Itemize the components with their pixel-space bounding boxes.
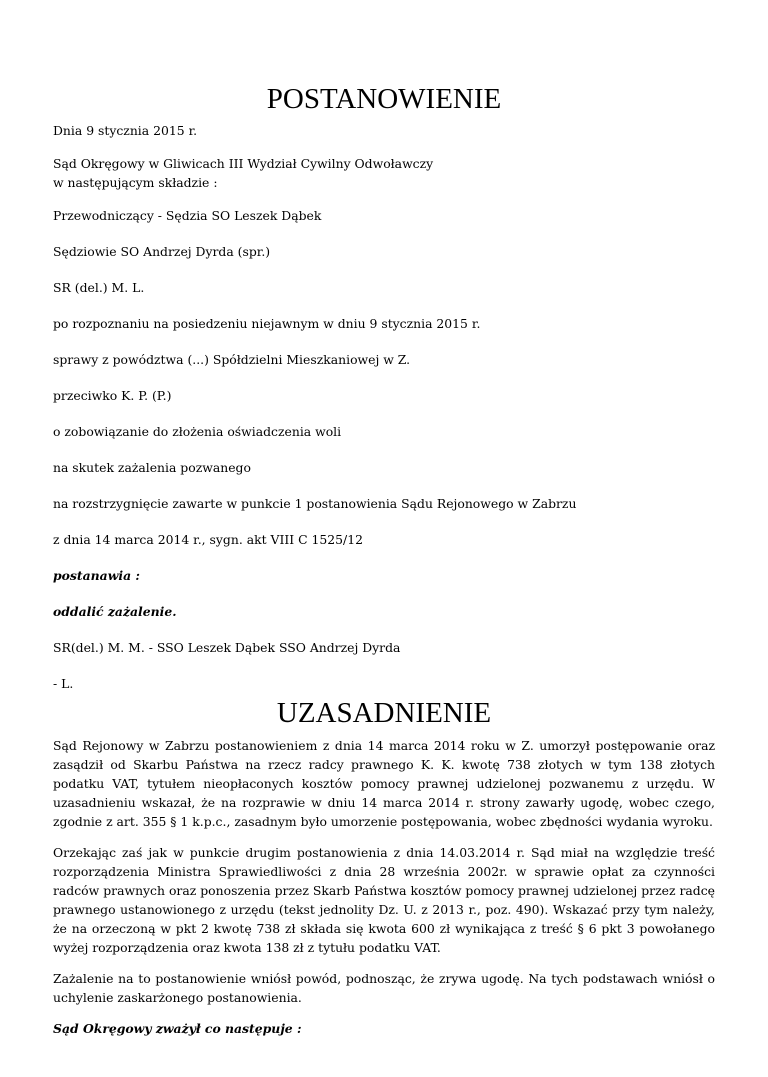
presiding-judge: Przewodniczący - Sędzia SO Leszek Dąbek [53, 208, 322, 223]
justification-paragraph-1: Sąd Rejonowy w Zabrzu postanowieniem z dnia 14 marca 2014 roku w Z. umorzył postępowanie oraz zasądził od Skarbu Państwa na rzecz radcy prawnego K. K. kwotę 738 złotych w tym 138 złotych podatku VAT, tytułem nieopłaconych kosztów pomocy prawnej udzielonej pozwanemu z urzędu. W uzasadnieniu wskazał, że na rozprawie w dniu 14 marca 2014 r. strony zawarły ugodę, wobec czego, zgodnie z art. 355 § 1 k.p.c., zasadnym było umorzenie postępowania, wobec zbędności wydania wyroku. [53, 738, 715, 829]
postanawia-heading: postanawia : [53, 568, 140, 583]
decision-reference: na rozstrzygnięcie zawarte w punkcie 1 postanowienia Sądu Rejonowego w Zabrzu [53, 496, 577, 511]
ruling-line: oddalić zażalenie. [53, 604, 177, 619]
subject-line: o zobowiązanie do złożenia oświadczenia woli [53, 424, 342, 439]
decision-date: z dnia 14 marca 2014 r., sygn. akt VIII C 1525/12 [53, 532, 363, 547]
signatures-line: SR(del.) M. M. - SSO Leszek Dąbek SSO Andrzej Dyrda [53, 640, 401, 655]
delegated-judge: SR (del.) M. L. [53, 280, 145, 295]
defendant-line: przeciwko K. P. (P.) [53, 388, 172, 403]
date-line: Dnia 9 stycznia 2015 r. [53, 123, 198, 138]
document-title: POSTANOWIENIE [266, 83, 502, 115]
case-line: sprawy z powództwa (...) Spółdzielni Mieszkaniowej w Z. [53, 352, 411, 367]
justification-title: UZASADNIENIE [276, 697, 492, 729]
composition-intro: w następującym składzie : [53, 175, 218, 190]
hearing-line: po rozpoznaniu na posiedzeniu niejawnym w dniu 9 stycznia 2015 r. [53, 316, 481, 331]
court-name: Sąd Okręgowy w Gliwicach III Wydział Cywilny Odwoławczy [53, 156, 434, 171]
document-page [0, 83, 768, 1038]
appeal-line: na skutek zażalenia pozwanego [53, 460, 251, 475]
judges-line: Sędziowie SO Andrzej Dyrda (spr.) [53, 244, 271, 259]
court-composition [53, 154, 715, 192]
signature-initials: - L. [53, 676, 74, 691]
justification-paragraph-3: Zażalenie na to postanowienie wniósł powód, podnosząc, że zrywa ugodę. Na tych podstawach wniósł o uchylenie zaskarżonego postanowienia. [53, 971, 715, 1005]
court-considered-heading: Sąd Okręgowy zważył co następuje : [53, 1021, 302, 1036]
justification-paragraph-2: Orzekając zaś jak w punkcie drugim postanowienia z dnia 14.03.2014 r. Sąd miał na względzie treść rozporządzenia Ministra Sprawiedliwości z dnia 28 września 2002r. w sprawie opłat za czynności radców prawnych oraz ponoszenia przez Skarb Państwa kosztów pomocy prawnej udzielonej przez radcę prawnego ustanowionego z urzędu (tekst jednolity Dz. U. z 2013 r., poz. 490). Wskazać przy tym należy, że na orzeczoną w pkt 2 kwotę 738 zł składa się kwota 600 zł wynikająca z treść § 6 pkt 3 powołanego wyżej rozporządzenia oraz kwota 138 zł z tytułu podatku VAT. [53, 845, 715, 955]
